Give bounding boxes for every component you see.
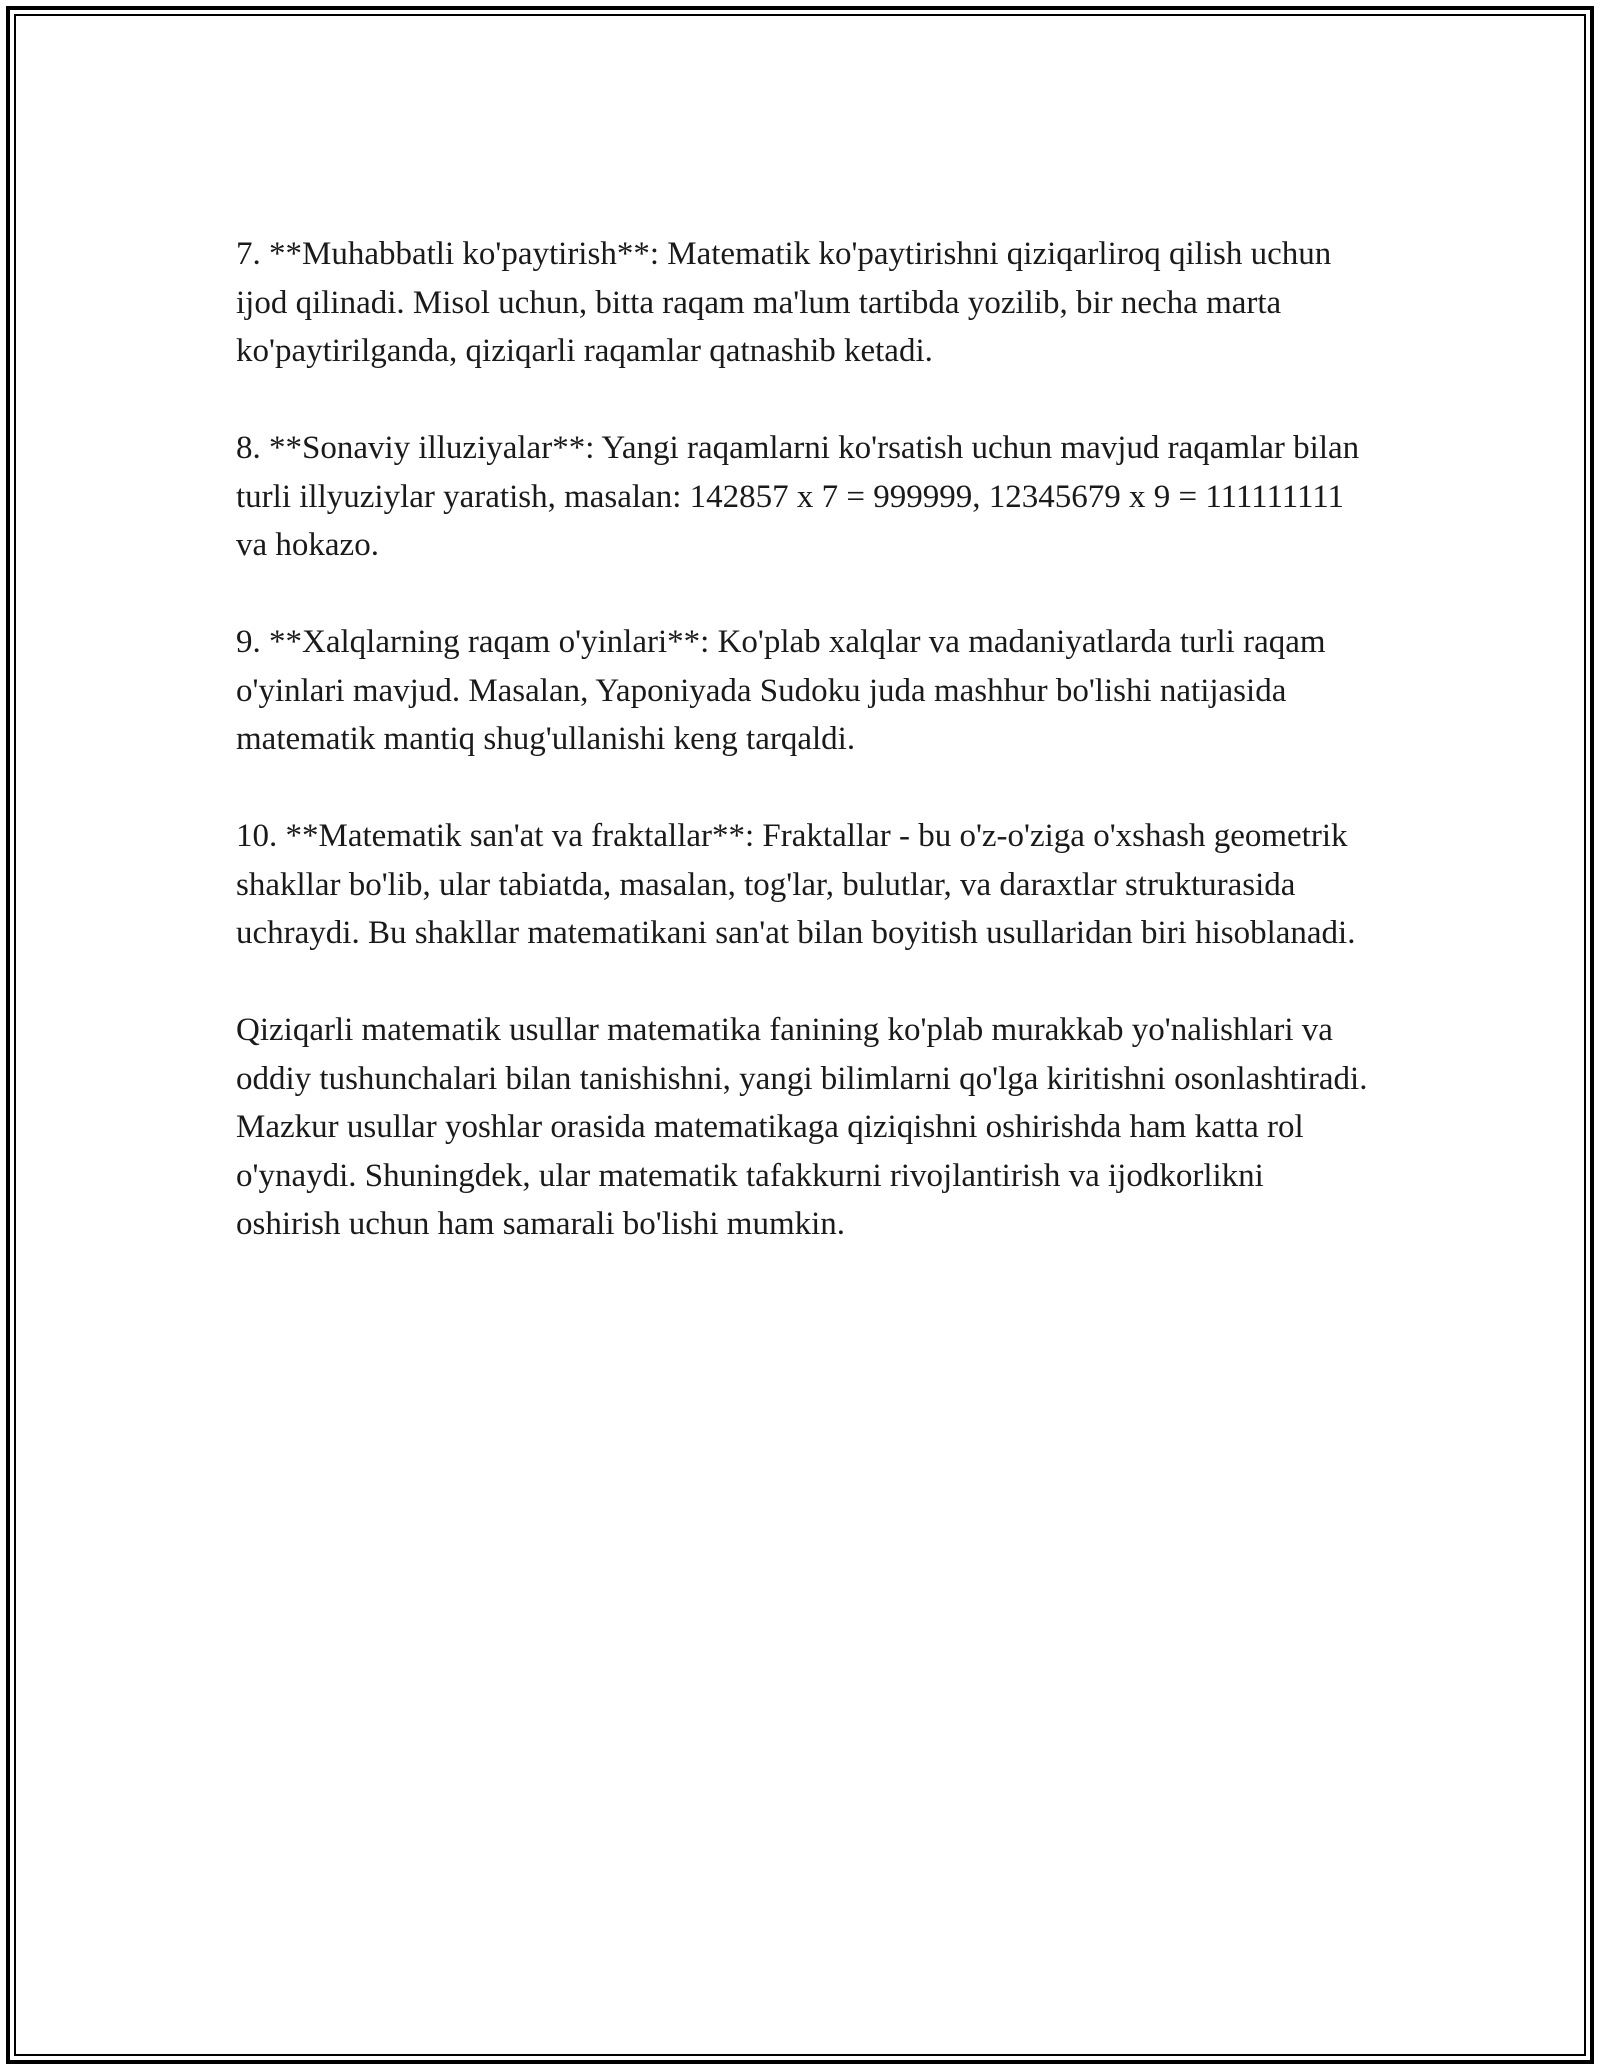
paragraph-item-7: 7. **Muhabbatli ko'paytirish**: Matematik ko'paytirishni qiziqarliroq qilish uchun ijod qilinadi. Misol uchun, bitta raqam ma'lum tartibda yozilib, bir necha marta ko'paytirilganda, qiziqarli raqamlar qatnashib ketadi. <box>236 236 1332 369</box>
paragraph-item-9: 9. **Xalqlarning raqam o'yinlari**: Ko'plab xalqlar va madaniyatlarda turli raqam o'yinlari mavjud. Masalan, Yaponiyada Sudoku juda mashhur bo'lishi natijasida matematik mantiq shug'ullanishi keng tarqaldi. <box>236 624 1326 757</box>
paragraph-item-10: 10. **Matematik san'at va fraktallar**: Fraktallar - bu o'z-o'ziga o'xshash geometrik shakllar bo'lib, ular tabiatda, masalan, tog'lar, bulutlar, va daraxtlar strukturasida uchraydi. Bu shakllar matematikani san'at bilan boyitish usullaridan biri hisoblanadi. <box>236 818 1356 951</box>
paragraph-conclusion: Qiziqarli matematik usullar matematika fanining ko'plab murakkab yo'nalishlari va oddiy tushunchalari bilan tanishishni, yangi bilimlarni qo'lga kiritishni osonlashtiradi. Mazkur usullar yoshlar orasida matematikaga qiziqishni oshirishda ham katta rol o'ynaydi. Shuningdek, ular matematik tafakkurni rivojlantirish va ijodkorlikni oshirish uchun ham samarali bo'lishi mumkin. <box>236 1012 1368 1242</box>
document-body <box>236 230 1376 1297</box>
paragraph-item-8: 8. **Sonaviy illuziyalar**: Yangi raqamlarni ko'rsatish uchun mavjud raqamlar bilan turli illyuziylar yaratish, masalan: 142857 x 7 = 999999, 12345679 x 9 = 111111111 va hokazo. <box>236 430 1360 563</box>
